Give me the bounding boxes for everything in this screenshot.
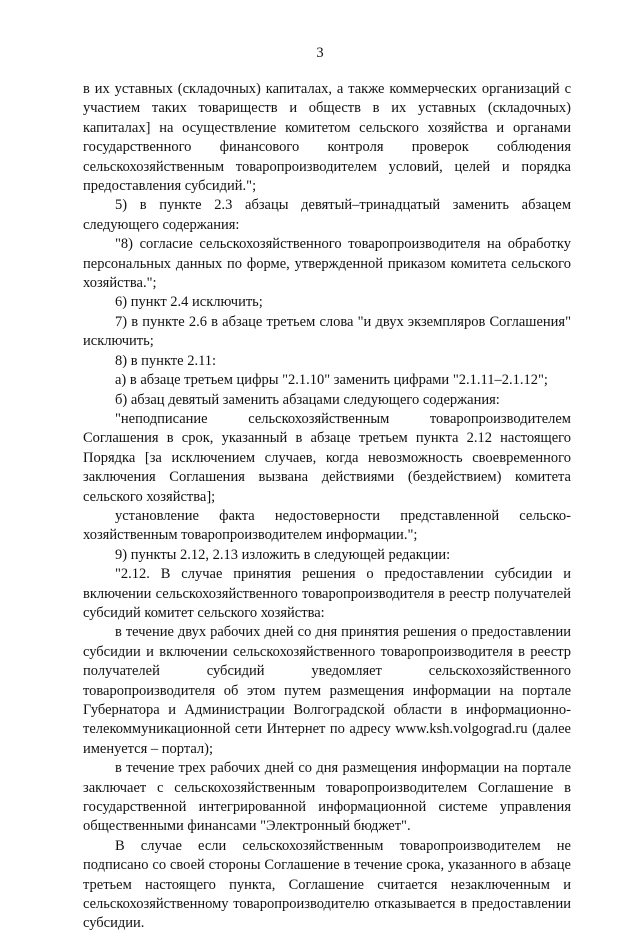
paragraph-three-days: в течение трех рабочих дней со дня размещения информации на портале заключает с сельскохозяйственным товаропроизводителем Соглашение в государственной интегрированной информационной системе управления общественными финансами "Электронный бюджет". <box>83 760 571 835</box>
paragraph-item-5: 5) в пункте 2.3 абзацы девятый–тринадцатый заменить абзацем следующего содержания: <box>83 197 571 233</box>
paragraph-item-9: 9) пункты 2.12, 2.13 изложить в следующей редакции: <box>115 546 451 563</box>
paragraph-item-8-consent: "8) согласие сельскохозяйственного товаропроизводителя на обработку персональных данных по форме, утвержденной приказом комитета сельского хозяйства."; <box>83 236 571 292</box>
page-number: 3 <box>316 45 324 61</box>
paragraph-false-info: установление факта недостоверности представленной сельско-хозяйственным товаропроизводителем информации."; <box>83 507 571 544</box>
paragraph-two-days: в течение двух рабочих дней со дня принятия решения о предоставлении субсидии и включении сельскохозяйственного товаропроизводителя в реестр получателей субсидий уведомляет сельскохозяйственного товаропроизводителя об этом путем размещения информации на портале Губернатора и Администрации Волгоградской области в информационно-телекоммуникационной сети Интернет по адресу www.ksh.volgograd.ru (далее именуется – портал); <box>83 624 571 757</box>
paragraph-refusal: В случае если сельскохозяйственным товаропроизводителем не подписано со своей стороны Соглашение в течение срока, указанного в абзаце третьем настоящего пункта, Соглашение считается незаключенным и сельскохозяйственному товаропроизводителю отказывается в предоставлении субсидии. <box>83 837 571 932</box>
paragraph-item-8: 8) в пункте 2.11: <box>115 352 217 369</box>
paragraph-subitem-a: а) в абзаце третьем цифры "2.1.10" заменить цифрами "2.1.11–2.1.12"; <box>115 372 548 389</box>
paragraph-subitem-b: б) абзац девятый заменить абзацами следующего содержания: <box>115 391 500 408</box>
paragraph-2-12: "2.12. В случае принятия решения о предоставлении субсидии и включении сельскохозяйственного товаропроизводителя в реестр получателей субсидий комитет сельского хозяйства: <box>83 566 571 621</box>
paragraph-continuation: в их уставных (складочных) капиталах, а также коммерческих организаций с участием таких товариществ и обществ в их уставных (складочных) капиталах] на осуществление комитетом сельского хозяйства и органами государственного финансового контроля проверок соблюдения сельскохозяйственным товаропроизводителем условий, целей и порядка предоставления субсидий."; <box>83 81 571 195</box>
paragraph-item-7: 7) в пункте 2.6 в абзаце третьем слова "и двух экземпляров Соглашения" исключить; <box>83 313 571 350</box>
document-body <box>83 80 571 934</box>
paragraph-item-6: 6) пункт 2.4 исключить; <box>115 294 263 311</box>
paragraph-non-signing: "неподписание сельскохозяйственным товаропроизводителем Соглашения в срок, указанный в абзаце третьем пункта 2.12 настоящего Порядка [за исключением случаев, когда невозможность своевременного заключения Соглашения вызвана действиями (бездействием) комитета сельского хозяйства]; <box>83 410 571 505</box>
